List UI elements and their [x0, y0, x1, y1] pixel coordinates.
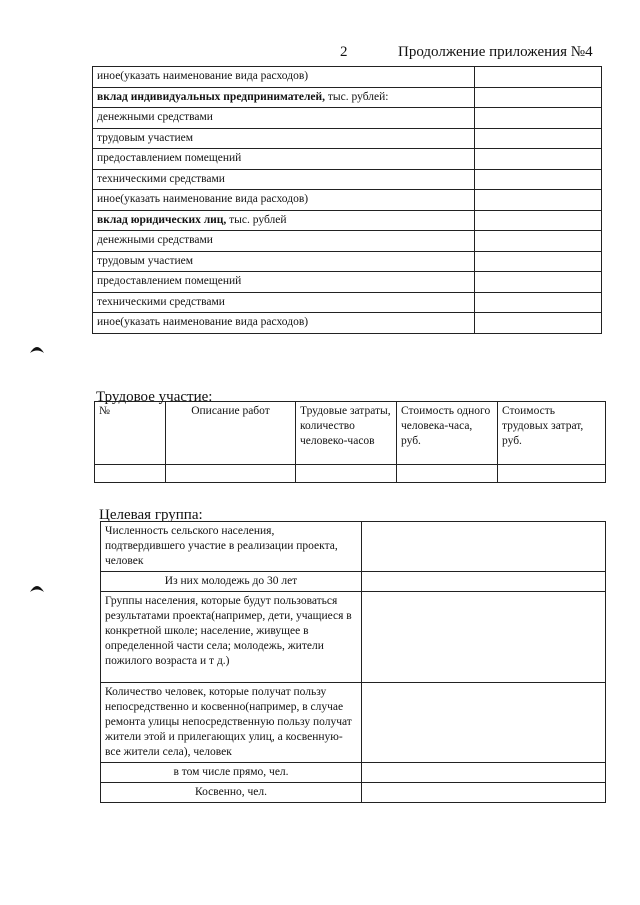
table-cell[interactable] — [475, 190, 602, 211]
table-cell[interactable] — [475, 292, 602, 313]
table-cell[interactable] — [362, 783, 606, 803]
table-cell[interactable] — [475, 231, 602, 252]
table-cell[interactable] — [362, 592, 606, 683]
hole-punch-mark — [30, 344, 44, 354]
expense-row-label-bold: вклад индивидуальных предпринимателей, — [97, 90, 326, 103]
table-row — [93, 251, 602, 272]
table-row — [93, 149, 602, 170]
expense-row-label — [93, 251, 475, 272]
table-row — [101, 592, 606, 683]
expense-row-label — [93, 67, 475, 88]
target-group-section-title: Целевая группа: — [99, 507, 203, 523]
expense-row-label — [93, 210, 475, 231]
expense-row-label — [93, 231, 475, 252]
expense-row-label — [93, 292, 475, 313]
table-cell[interactable] — [362, 683, 606, 763]
expense-row-label-text: иное(указать наименование вида расходов) — [97, 70, 309, 82]
expense-row-label-text: денежными средствами — [97, 234, 213, 246]
expense-row-label-text: предоставлением помещений — [97, 275, 242, 287]
table-cell[interactable] — [475, 272, 602, 293]
expense-row-label — [93, 149, 475, 170]
table-row — [93, 108, 602, 129]
table-row — [93, 87, 602, 108]
labor-col-hours: Трудовые затраты, количество человеко-часов — [296, 402, 397, 465]
table-row — [93, 190, 602, 211]
labor-col-total-cost: Стоимость трудовых затрат, руб. — [498, 402, 606, 465]
labor-table — [94, 401, 606, 483]
target-group-table — [100, 521, 606, 803]
expense-row-label-text: тыс. рублей — [226, 213, 287, 226]
expense-row-label-text: иное(указать наименование вида расходов) — [97, 193, 309, 205]
table-row — [101, 572, 606, 592]
expense-row-label-text: трудовым участием — [97, 131, 194, 144]
expense-row-label — [93, 108, 475, 129]
table-row — [93, 231, 602, 252]
page-number: 2 — [340, 44, 348, 60]
expense-row-label-text: трудовым участием — [97, 254, 194, 267]
expense-row-label-text: иное(указать наименование вида расходов) — [97, 316, 309, 328]
expense-row-label — [93, 169, 475, 190]
table-cell[interactable] — [296, 465, 397, 483]
expenses-table — [92, 66, 602, 334]
expense-row-label — [93, 87, 475, 108]
labor-col-number: № — [95, 402, 166, 465]
expense-row-label — [93, 190, 475, 211]
table-cell[interactable] — [475, 210, 602, 231]
expense-row-label-text: предоставлением помещений — [97, 152, 242, 164]
labor-col-hour-cost: Стоимость одного человека-часа, руб. — [397, 402, 498, 465]
hole-punch-mark — [30, 583, 44, 593]
target-row-label: Из них молодежь до 30 лет — [101, 572, 362, 592]
table-row — [93, 128, 602, 149]
table-row — [93, 169, 602, 190]
target-row-label: Косвенно, чел. — [101, 783, 362, 803]
table-row — [93, 313, 602, 334]
table-row — [93, 210, 602, 231]
expense-row-label-text: тыс. рублей: — [325, 90, 389, 103]
table-cell[interactable] — [95, 465, 166, 483]
table-row — [93, 272, 602, 293]
target-row-label: Численность сельского населения, подтвердившего участие в реализации проекта, человек — [101, 522, 362, 572]
table-cell[interactable] — [475, 128, 602, 149]
table-cell[interactable] — [362, 763, 606, 783]
expense-row-label — [93, 128, 475, 149]
expense-row-label — [93, 272, 475, 293]
labor-col-description: Описание работ — [166, 402, 296, 465]
target-row-label: Группы населения, которые будут пользоваться результатами проекта(например, дети, учащиеся в конкретной школе; население, живущее в определенной части села; молодежь, жители пожилого возраста и т д.) — [101, 592, 362, 683]
expense-row-label-text: денежными средствами — [97, 111, 213, 123]
table-row — [101, 683, 606, 763]
table-cell[interactable] — [475, 149, 602, 170]
table-cell[interactable] — [362, 522, 606, 572]
target-row-label: в том числе прямо, чел. — [101, 763, 362, 783]
table-row — [101, 522, 606, 572]
table-cell[interactable] — [475, 67, 602, 88]
table-cell[interactable] — [166, 465, 296, 483]
expense-row-label-text: техническими средствами — [97, 172, 225, 185]
table-cell[interactable] — [475, 313, 602, 334]
table-cell[interactable] — [475, 169, 602, 190]
table-cell[interactable] — [475, 108, 602, 129]
table-cell[interactable] — [362, 572, 606, 592]
table-row — [101, 783, 606, 803]
table-cell[interactable] — [475, 251, 602, 272]
expense-row-label-text: техническими средствами — [97, 295, 225, 308]
expense-row-label-bold: вклад юридических лиц, — [97, 213, 227, 226]
labor-table-row — [95, 465, 606, 483]
expense-row-label — [93, 313, 475, 334]
table-cell[interactable] — [397, 465, 498, 483]
labor-section-title: Трудовое участие: — [96, 389, 213, 405]
table-cell[interactable] — [498, 465, 606, 483]
table-cell[interactable] — [475, 87, 602, 108]
target-row-label: Количество человек, которые получат пользу непосредственно и косвенно(например, в случае ремонта улицы непосредственную пользу получат жители этой и прилегающих улиц, а косвенную- все жители села), человек — [101, 683, 362, 763]
table-row — [93, 292, 602, 313]
table-row — [101, 763, 606, 783]
table-row — [93, 67, 602, 88]
appendix-title: Продолжение приложения №4 — [398, 44, 593, 60]
labor-table-header-row — [95, 402, 606, 465]
